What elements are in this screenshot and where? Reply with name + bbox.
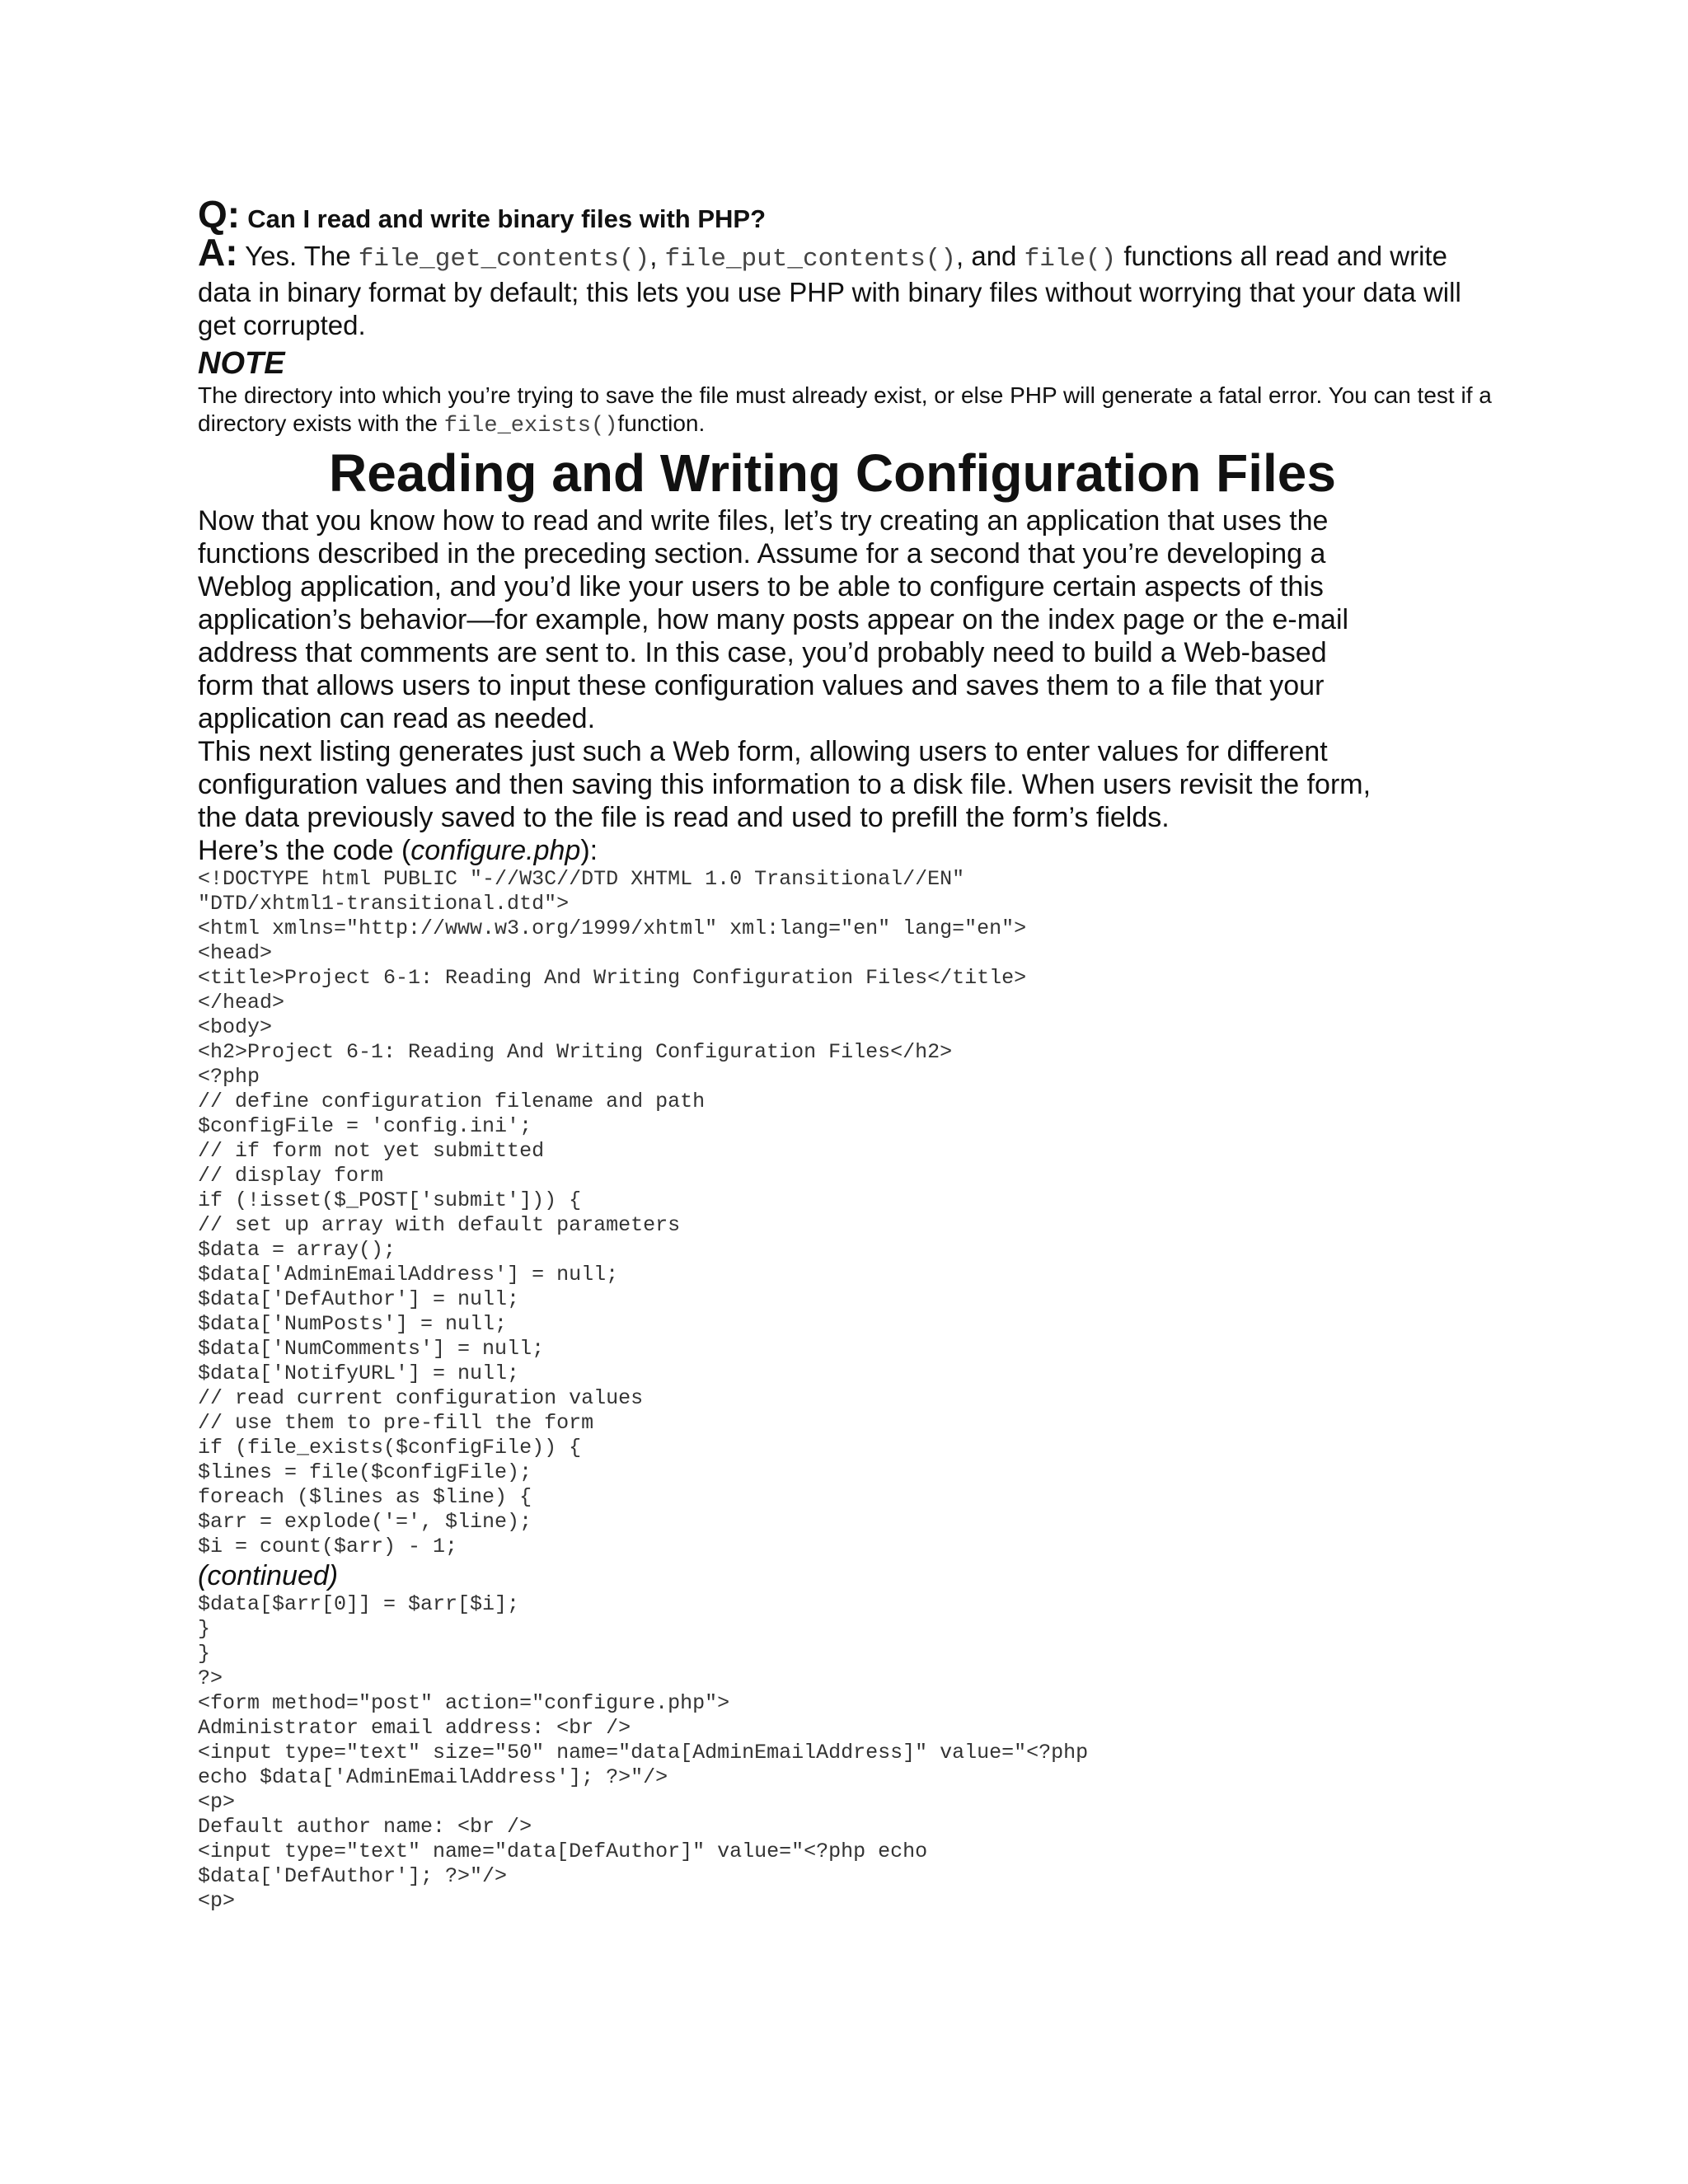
- answer: [198, 231, 1500, 342]
- inline-code-file: file(): [1024, 245, 1117, 274]
- body-paragraph-1: Now that you know how to read and write files, let’s try creating an application that uses the functions described in the preceding section. Assume for a second that you’re developing a Weblog application, and you’d like your users to be able to configure certain aspects of this application’s behavior—for example, how many posts appear on the index page or the e-mail address that comments are sent to. In this case, you’d probably need to build a Web-based form that allows users to input these configuration values and saves them to a file that your application can read as needed.: [198, 505, 1349, 734]
- question-text: Can I read and write binary files with PHP?: [247, 204, 767, 233]
- code-intro: [198, 834, 1500, 867]
- code-listing-part-1: <!DOCTYPE html PUBLIC "-//W3C//DTD XHTML 1.0 Transitional//EN" "DTD/xhtml1-transitional.dtd"> <html xmlns="http://www.w3.org/1999/xhtml" xml:lang="en" lang="en"> <head> <title>Project 6-1: Reading And Writing Configuration Files</title> </head> <body> <h2>Project 6-1: Reading And Writing Configuration Files</h2> <?php // define configuration filename and path $configFile = 'config.ini'; // if form not yet submitted // display form if (!isset($_POST['submit'])) { // set up array with default parameters $data = array(); $data['AdminEmailAddress'] = null; $data['DefAuthor'] = null; $data['NumPosts'] = null; $data['NumComments'] = null; $data['NotifyURL'] = null; // read current configuration values // use them to pre-fill the form if (file_exists($configFile)) { $lines = file($configFile); foreach ($lines as $line) { $arr = explode('=', $line); $i = count($arr) - 1;: [198, 867, 1027, 1558]
- document-page: [198, 193, 1500, 1914]
- code-listing-part-2: $data[$arr[0]] = $arr[$i]; } } ?> <form method="post" action="configure.php"> Administrator email address: <br /> <input type="text" size="50" name="data[AdminEmailAddress]" value="<?php echo $data['AdminEmailAddress']; ?>"/> <p> Default author name: <br /> <input type="text" name="data[DefAuthor]" value="<?php echo $data['DefAuthor']; ?>"/> <p>: [198, 1592, 1089, 1913]
- code-filename: configure.php: [410, 835, 581, 866]
- question: [198, 193, 1500, 236]
- note-text-start: The directory into which you’re trying to save the file must already exist, or else PHP will generate a fatal error. You can test if a directory exists with the: [198, 382, 1492, 436]
- section-title: Reading and Writing Configuration Files: [329, 443, 1336, 503]
- note-text: [198, 382, 1500, 440]
- code-intro-end: ):: [580, 835, 598, 866]
- code-intro-start: Here’s the code (: [198, 835, 411, 866]
- answer-text-end: functions all read and write data in binary format by default; this lets you use PHP with binary files without worrying that your data will get corrupted.: [198, 241, 1461, 340]
- note-heading: NOTE: [198, 346, 285, 381]
- answer-text-start: Yes. The: [245, 241, 359, 271]
- inline-code-file-put-contents: file_put_contents(): [664, 245, 957, 274]
- inline-code-file-exists: file_exists(): [443, 414, 618, 438]
- answer-separator-2: , and: [956, 241, 1025, 271]
- note-text-end: function.: [617, 410, 706, 436]
- inline-code-file-get-contents: file_get_contents(): [358, 245, 650, 274]
- answer-separator-1: ,: [649, 241, 665, 271]
- body-paragraph-2: This next listing generates just such a Web form, allowing users to enter values for different configuration values and then saving this information to a disk file. When users revisit the form, the data previously saved to the file is read and used to prefill the form’s fields.: [198, 736, 1372, 833]
- question-label: Q:: [198, 193, 241, 236]
- continued-label: (continued): [198, 1560, 339, 1591]
- answer-label: A:: [198, 231, 238, 274]
